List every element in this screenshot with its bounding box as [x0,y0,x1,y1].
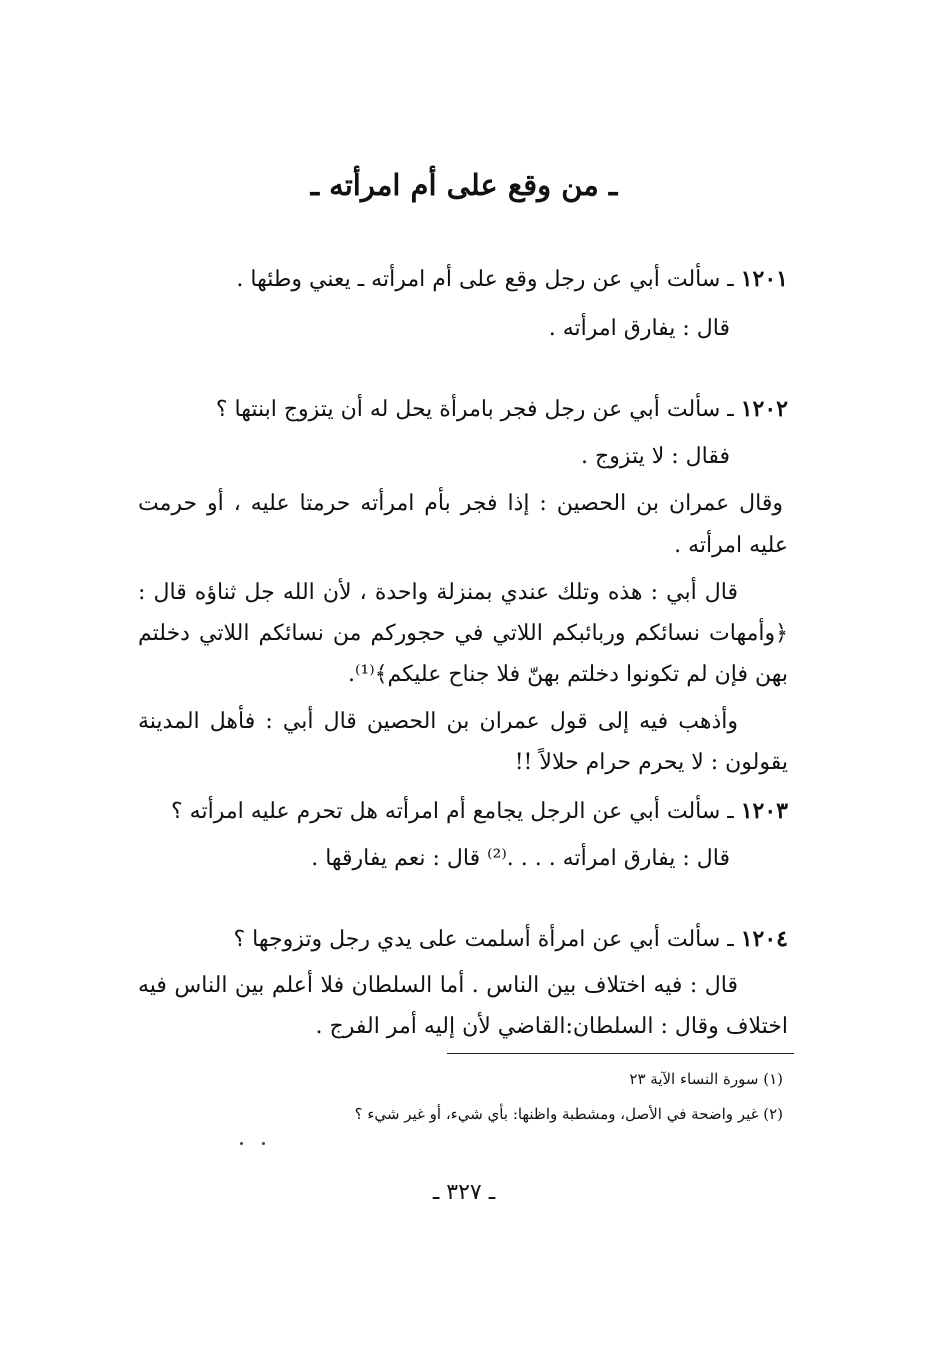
entry-text: ـ سألت أبي عن امرأة أسلمت على يدي رجل وتزوجها ؟ [233,927,734,952]
entry-text: ـ سألت أبي عن رجل وقع على أم امرأته ـ يعني وطئها . [236,267,734,292]
entry-1202-line-4: عليه امرأته . [674,533,788,558]
page-number: ـ ٣٢٧ ـ [432,1180,496,1205]
entry-text: ـ سألت أبي عن الرجل يجامع أم امرأته هل تحرم عليه امرأته ؟ [171,799,734,824]
entry-1202-line-3: وقال عمران بن الحصين : إذا فجر بأم امرأته حرمتا عليه ، أو حرمت [138,491,783,516]
entry-1202-line-2: فقال : لا يتزوج . [581,444,730,469]
entry-1201-line-2: قال : يفارق امرأته . [548,316,730,341]
entry-1204-line-2: قال : فيه اختلاف بين الناس . أما السلطان فلا أعلم بين الناس فيه [138,973,738,998]
entry-text: ـ سألت أبي عن رجل فجر بامرأة يحل له أن يتزوج ابنتها ؟ [215,397,734,422]
paper-speck [240,1142,243,1145]
entry-1204-line-1 [233,922,788,957]
entry-1202-line-9: يقولون : لا يحرم حرام حلالاً !! [514,750,788,775]
entry-1202-line-1 [216,392,788,427]
entry-number: ١٢٠٤ [740,926,788,952]
entry-1204-line-3: اختلاف وقال : السلطان:القاضي لأن إليه أمر الفرج . [315,1014,788,1039]
footnote-separator [447,1053,794,1054]
entry-1202-line-8: وأذهب فيه إلى قول عمران بن الحصين قال أبي : فأهل المدينة [138,709,738,734]
entry-1202-line-6: ﴿وأمهات نسائكم وربائبكم اللاتي في حجوركم من نسائكم اللاتي دخلتم [138,621,788,646]
entry-1201-line-1 [236,262,788,297]
entry-number: ١٢٠٢ [740,396,788,422]
entry-number: ١٢٠١ [740,266,788,292]
chapter-title: ـ من وقع على أم امرأته ـ [310,168,618,202]
entry-number: ١٢٠٣ [740,798,788,824]
entry-1203-line-2: قال : يفارق امرأته . . . .⁽²⁾ قال : نعم يفارقها . [311,846,730,871]
footnote-1: (١) سورة النساء الآية ٢٣ [629,1070,783,1088]
entry-1202-line-5: قال أبي : هذه وتلك عندي بمنزلة واحدة ، لأن الله جل ثناؤه قال : [138,580,738,605]
paper-speck [262,1142,265,1145]
entry-1202-line-7: بهن فإن لم تكونوا دخلتم بهنّ فلا جناح عليكم﴾⁽¹⁾. [347,662,788,687]
footnote-2: (٢) غير واضحة في الأصل، ومشطبة واظنها: بأي شيء، أو غير شيء ؟ [354,1105,783,1123]
entry-1203-line-1 [171,794,788,829]
